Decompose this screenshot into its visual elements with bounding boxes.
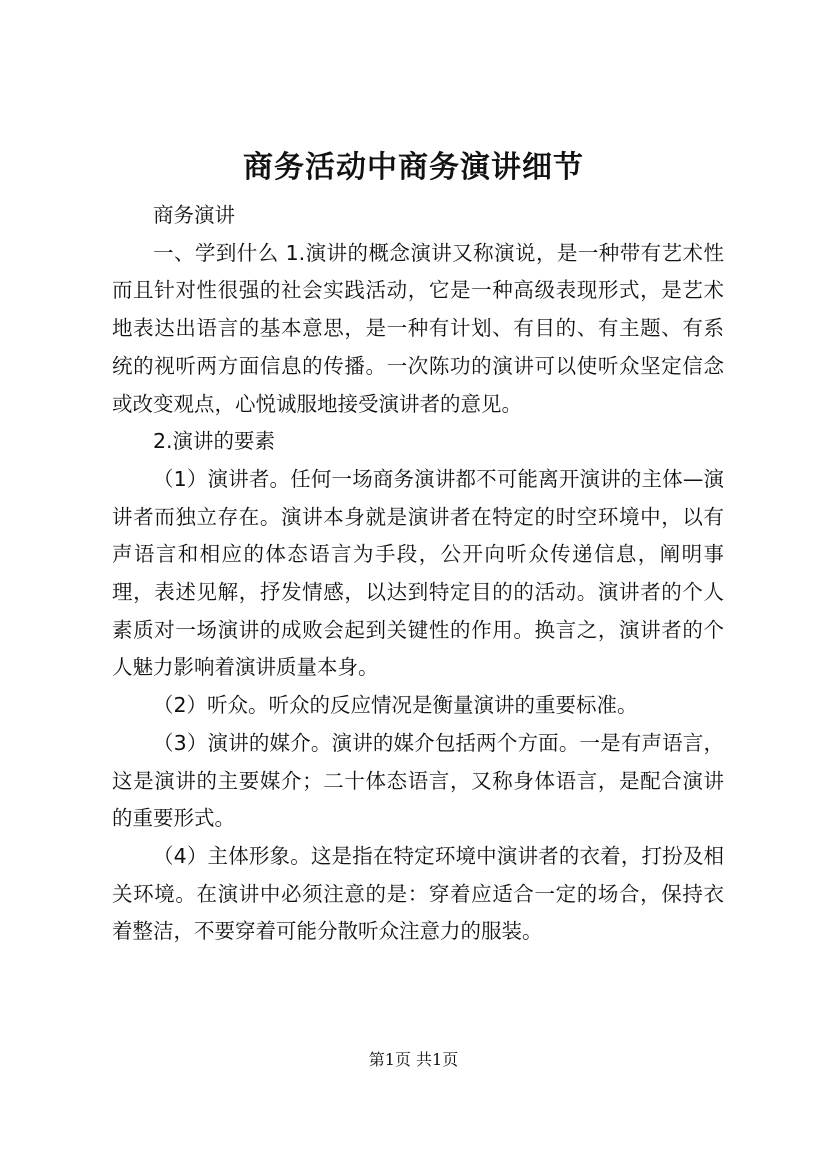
paragraph-audience: （2）听众。听众的反应情况是衡量演讲的重要标准。	[153, 693, 638, 718]
paragraph-heading: 商务演讲	[153, 203, 235, 227]
document-title: 商务活动中商务演讲细节	[243, 150, 584, 185]
document-body	[112, 197, 724, 951]
paragraph-speaker: （1）演讲者。任何一场商务演讲都不可能离开演讲的主体—演讲者而独立存在。演讲本身就是演讲者在特定的时空环境中，以有声语言和相应的体态语言为手段，公开向听众传递信息，阐明事理，表述见解，抒发情感，以达到特定目的的活动。演讲者的个人素质对一场演讲的成败会起到关键性的作用。换言之，演讲者的个人魅力影响着演讲质量本身。	[112, 466, 724, 680]
paragraph-medium: （3）演讲的媒介。演讲的媒介包括两个方面。一是有声语言，这是演讲的主要媒介；二十体态语言，又称身体语言，是配合演讲的重要形式。	[112, 730, 724, 831]
paragraph-concept: 一、学到什么 1.演讲的概念演讲又称演说，是一种带有艺术性而且针对性很强的社会实践活动，它是一种高级表现形式，是艺术地表达出语言的基本意思，是一种有计划、有目的、有主题、有系统的视听两方面信息的传播。一次陈功的演讲可以使听众坚定信念或改变观点，心悦诚服地接受演讲者的意见。	[112, 240, 724, 416]
page-footer: 第1页 共1页	[368, 1050, 459, 1069]
paragraph-elements-heading: 2.演讲的要素	[153, 429, 276, 454]
paragraph-image: （4）主体形象。这是指在特定环境中演讲者的衣着，打扮及相关环境。在演讲中必须注意的是：穿着应适合一定的场合，保持衣着整洁，不要穿着可能分散听众注意力的服装。	[112, 843, 724, 944]
